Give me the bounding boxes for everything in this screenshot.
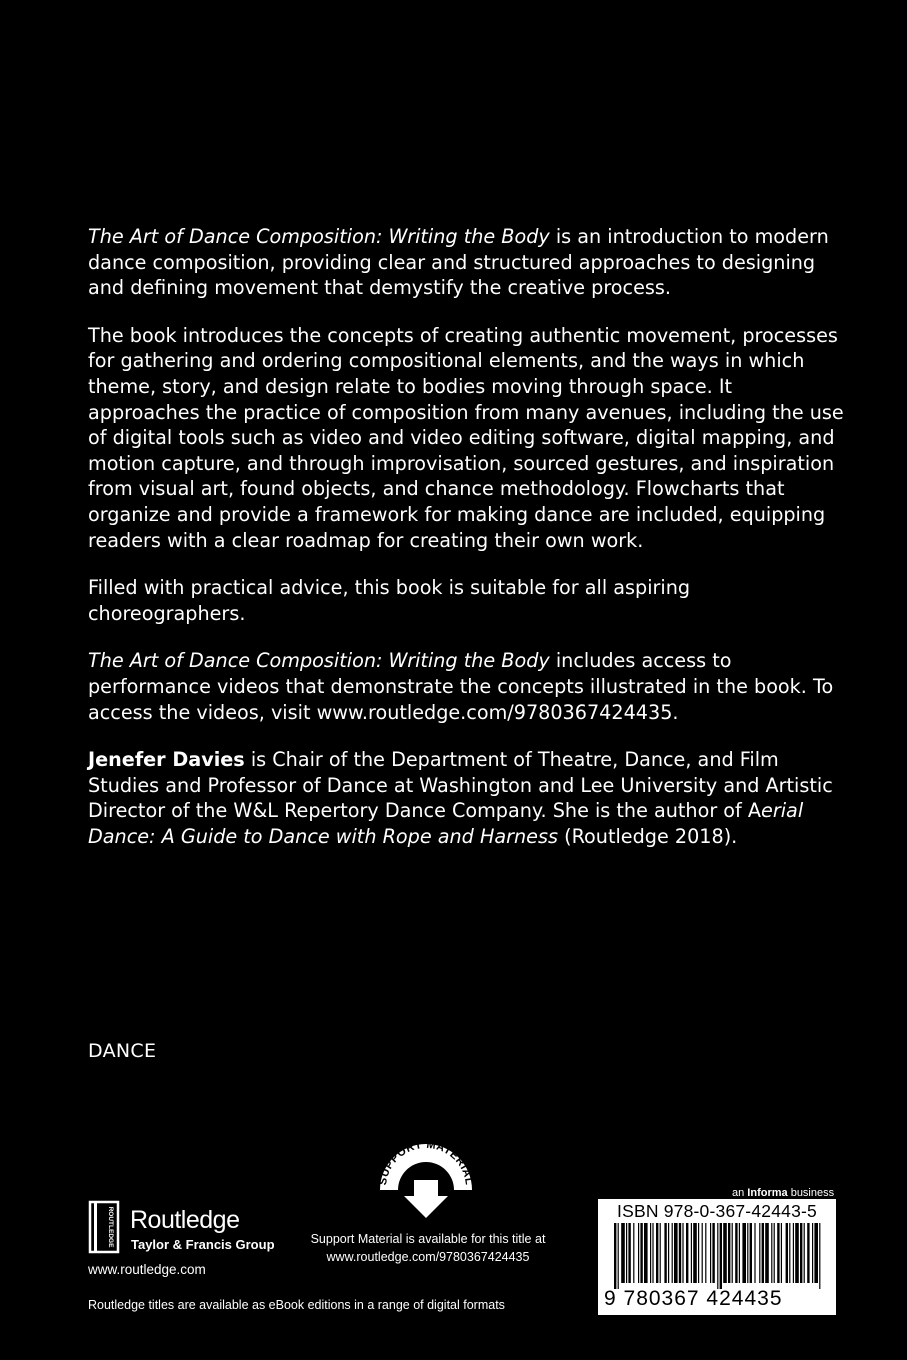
support-material-url[interactable]: www.routledge.com/9780367424435 (326, 1250, 530, 1264)
barcode-digits: 9 780367 424435 (604, 1287, 783, 1310)
back-cover-blurb (88, 224, 848, 871)
barcode-bar (774, 1223, 775, 1283)
barcode-bar (814, 1223, 818, 1283)
barcode-bar (735, 1223, 737, 1283)
book-title: The Art of Dance Composition: Writing the Body (88, 225, 550, 248)
barcode-bar (739, 1223, 740, 1283)
barcode-bar (786, 1223, 788, 1283)
author-bio: Jenefer Davies is Chair of the Department of Theatre, Dance, and Film Studies and Professor of Dance at Washington and Lee University and Artistic Director of the W&L Repertory Dance Company. She is the author of Aerial Dance: A Guide to Dance with Rope and Harness (Routledge 2018). (88, 748, 833, 848)
barcode-bar (698, 1223, 699, 1283)
barcode-bar (800, 1223, 802, 1283)
support-material-icon (376, 1140, 476, 1220)
barcode-bar (777, 1223, 779, 1283)
blurb-paragraph-intro: The Art of Dance Composition: Writing the Body is an introduction to modern dance composition, providing clear and structured approaches to designing and defining movement that demystify the creative process. (88, 225, 829, 300)
routledge-mark-icon (88, 1200, 122, 1254)
subject-category: DANCE (88, 1040, 157, 1062)
barcode-bar (628, 1223, 630, 1283)
blurb-paragraph-description: The book introduces the concepts of creating authentic movement, processes for gathering and ordering compositional elements, and the ways in which theme, story, and design relate to bodies moving through space. It approaches the practice of composition from many avenues, including the use of digital tools such as video and video editing software, digital mapping, and motion capture, and through improvisation, sourced gestures, and inspiration from visual art, found objects, and chance methodology. Flowcharts that organize and provide a framework for making dance are included, equipping readers with a clear roadmap for creating their own work. (88, 323, 844, 552)
barcode-bar (747, 1223, 748, 1283)
barcode-bar (728, 1223, 730, 1283)
barcode-bar (712, 1223, 714, 1283)
barcode-bar (672, 1223, 673, 1283)
barcode-bar (771, 1223, 772, 1283)
barcode-bar (633, 1223, 634, 1283)
barcode-bar (812, 1223, 813, 1283)
barcode-bar (804, 1223, 805, 1283)
barcode-bar (660, 1223, 661, 1283)
isbn-label: ISBN 978-0-367-42443-5 (617, 1201, 817, 1221)
barcode-bar (795, 1223, 799, 1283)
svg-text:SUPPORT MATERIAL: SUPPORT MATERIAL (377, 1140, 475, 1186)
barcode-bar (754, 1223, 755, 1283)
barcode-bar (742, 1223, 746, 1283)
publisher-name: Routledge (130, 1206, 240, 1234)
author-name: Jenefer Davies (88, 748, 245, 772)
barcode-bar (644, 1223, 648, 1283)
barcode-bar (691, 1223, 692, 1283)
ebook-availability-note: Routledge titles are available as eBook editions in a range of digital formats (88, 1298, 505, 1312)
barcode-bar (664, 1223, 666, 1283)
barcode-bar (717, 1223, 718, 1289)
barcode-bar (640, 1223, 642, 1283)
barcode-bar (686, 1223, 688, 1283)
barcode-bar (765, 1223, 769, 1283)
barcode-bar (693, 1223, 697, 1283)
barcode-bar (652, 1223, 653, 1283)
barcode-bar (621, 1223, 625, 1283)
barcode-bar (732, 1223, 733, 1283)
barcode-bar (807, 1223, 809, 1283)
barcode-bar (682, 1223, 683, 1283)
barcode-bar (789, 1223, 790, 1283)
barcode-bar (723, 1223, 727, 1283)
barcode-bar (720, 1223, 722, 1289)
book-title: The Art of Dance Composition: Writing the Body (88, 649, 550, 673)
barcode-bar (759, 1223, 760, 1283)
publisher-url[interactable]: www.routledge.com (88, 1262, 206, 1277)
barcode-bar (819, 1223, 820, 1289)
barcode-bar (626, 1223, 627, 1283)
barcode-bar (668, 1223, 669, 1283)
support-material-note: Support Material is available for this title at www.routledge.com/9780367424435 (292, 1230, 564, 1266)
barcode-bar (762, 1223, 764, 1283)
other-book-title: erial Dance: A Guide to Dance with Rope and Harness (88, 799, 804, 848)
isbn-barcode (598, 1199, 836, 1315)
barcode-bar (614, 1223, 616, 1289)
barcode-bar (618, 1223, 619, 1289)
barcode-bar (781, 1223, 782, 1283)
barcode-bar (638, 1223, 639, 1283)
publisher-group: Taylor & Francis Group (131, 1237, 275, 1252)
barcode-bar (674, 1223, 678, 1283)
barcode-bars (614, 1223, 822, 1289)
routledge-logo (88, 1200, 288, 1260)
informa-business-label: an Informa business (732, 1187, 835, 1199)
barcode-bar (650, 1223, 651, 1283)
barcode-bar (705, 1223, 706, 1283)
barcode-bar (710, 1223, 711, 1283)
blurb-paragraph-videos: The Art of Dance Composition: Writing the Body includes access to performance videos that demonstrate the concepts illustrated in the book. To access the videos, visit www.routledge.com/9780367424435. (88, 649, 834, 724)
barcode-bar (750, 1223, 752, 1283)
svg-text:ROUTLEDGE: ROUTLEDGE (107, 1206, 114, 1248)
barcode-bar (679, 1223, 681, 1283)
barcode-bar (702, 1223, 703, 1283)
barcode-bar (656, 1223, 658, 1283)
barcode-bar (793, 1223, 794, 1283)
blurb-paragraph-advice: Filled with practical advice, this book is suitable for all aspiring choreographers. (88, 576, 691, 625)
